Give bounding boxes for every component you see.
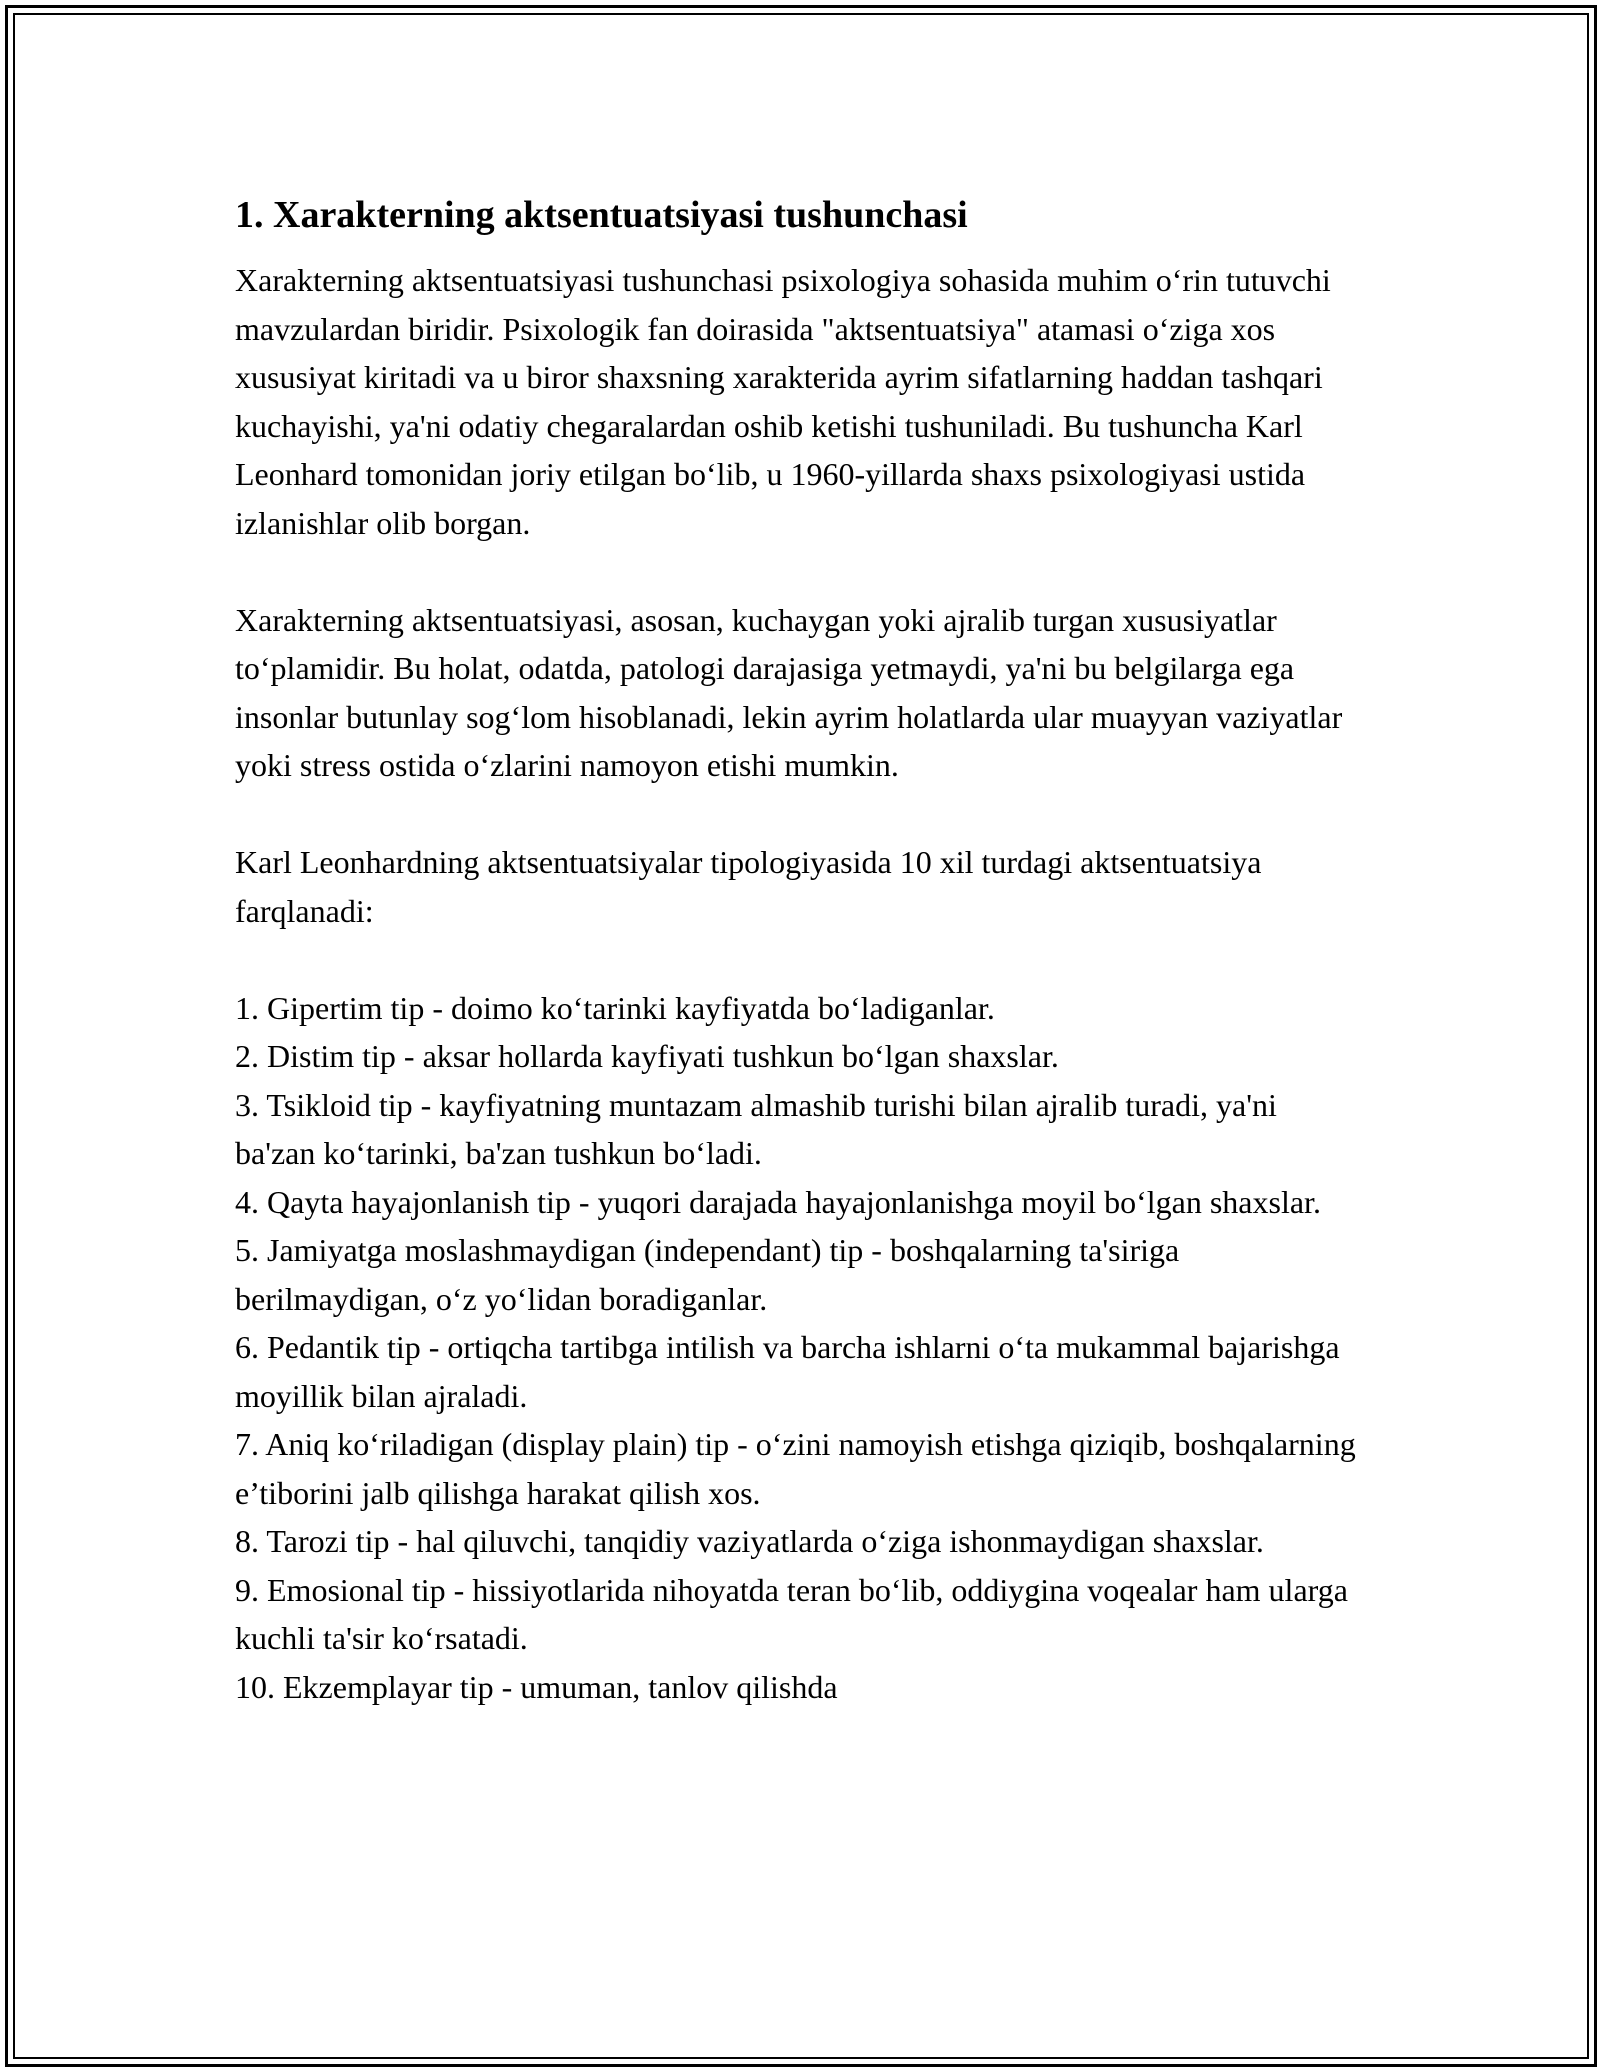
list-item: 3. Tsikloid tip - kayfiyatning muntazam almashib turishi bilan ajralib turadi, ya'ni ba'zan ko‘tarinki, ba'zan tushkun bo‘ladi. [235, 1086, 1277, 1171]
list-item: 4. Qayta hayajonlanish tip - yuqori darajada hayajonlanishga moyil bo‘lgan shaxslar. [235, 1183, 1321, 1220]
list-item: 5. Jamiyatga moslashmaydigan (independant) tip - boshqalarning ta'siriga berilmaydigan, o‘z yo‘lidan boradiganlar. [235, 1232, 1180, 1317]
paragraph-definition: Xarakterning aktsentuatsiyasi tushunchasi psixologiya sohasida muhim o‘rin tutuvchi mavzulardan biridir. Psixologik fan doirasida "aktsentuatsiya" atamasi o‘ziga xos xususiyat kiritadi va u biror shaxsning xarakterida ayrim sifatlarning haddan tashqari kuchayishi, ya'ni odatiy chegaralardan oshib ketishi tushuniladi. Bu tushuncha Karl Leonhard tomonidan joriy etilgan bo‘lib, u 1960-yillarda shaxs psixologiyasi ustida izlanishlar olib borgan. [235, 262, 1331, 541]
list-item: 10. Ekzemplayar tip - umuman, tanlov qilishda [235, 1668, 838, 1705]
document-body [235, 186, 1365, 1711]
list-item: 6. Pedantik tip - ortiqcha tartibga intilish va barcha ishlarni o‘ta mukammal bajarishga moyillik bilan ajraladi. [235, 1329, 1340, 1414]
list-item: 1. Gipertim tip - doimo ko‘tarinki kayfiyatda bo‘ladiganlar. [235, 989, 995, 1026]
list-item: 9. Emosional tip - hissiyotlarida nihoyatda teran bo‘lib, oddiygina voqealar ham ularga kuchli ta'sir ko‘rsatadi. [235, 1571, 1348, 1656]
section-heading: 1. Xarakterning aktsentuatsiyasi tushunchasi [235, 194, 968, 236]
list-item: 2. Distim tip - aksar hollarda kayfiyati tushkun bo‘lgan shaxslar. [235, 1038, 1059, 1074]
typology-list [235, 984, 1365, 1712]
list-item: 7. Aniq ko‘riladigan (display plain) tip - o‘zini namoyish etishga qiziqib, boshqalarning e’tiborini jalb qilishga harakat qilish xos. [235, 1426, 1356, 1511]
list-item: 8. Tarozi tip - hal qiluvchi, tanqidiy vaziyatlarda o‘ziga ishonmaydigan shaxslar. [235, 1523, 1264, 1559]
paragraph-description: Xarakterning aktsentuatsiyasi, asosan, kuchaygan yoki ajralib turgan xususiyatlar to‘plamidir. Bu holat, odatda, patologi darajasiga yetmaydi, ya'ni bu belgilarga ega insonlar butunlay sog‘lom hisoblanadi, lekin ayrim holatlarda ular muayyan vaziyatlar yoki stress ostida o‘zlarini namoyon etishi mumkin. [235, 601, 1343, 783]
paragraph-typology-intro: Karl Leonhardning aktsentuatsiyalar tipologiyasida 10 xil turdagi aktsentuatsiya farqlanadi: [235, 844, 1262, 929]
